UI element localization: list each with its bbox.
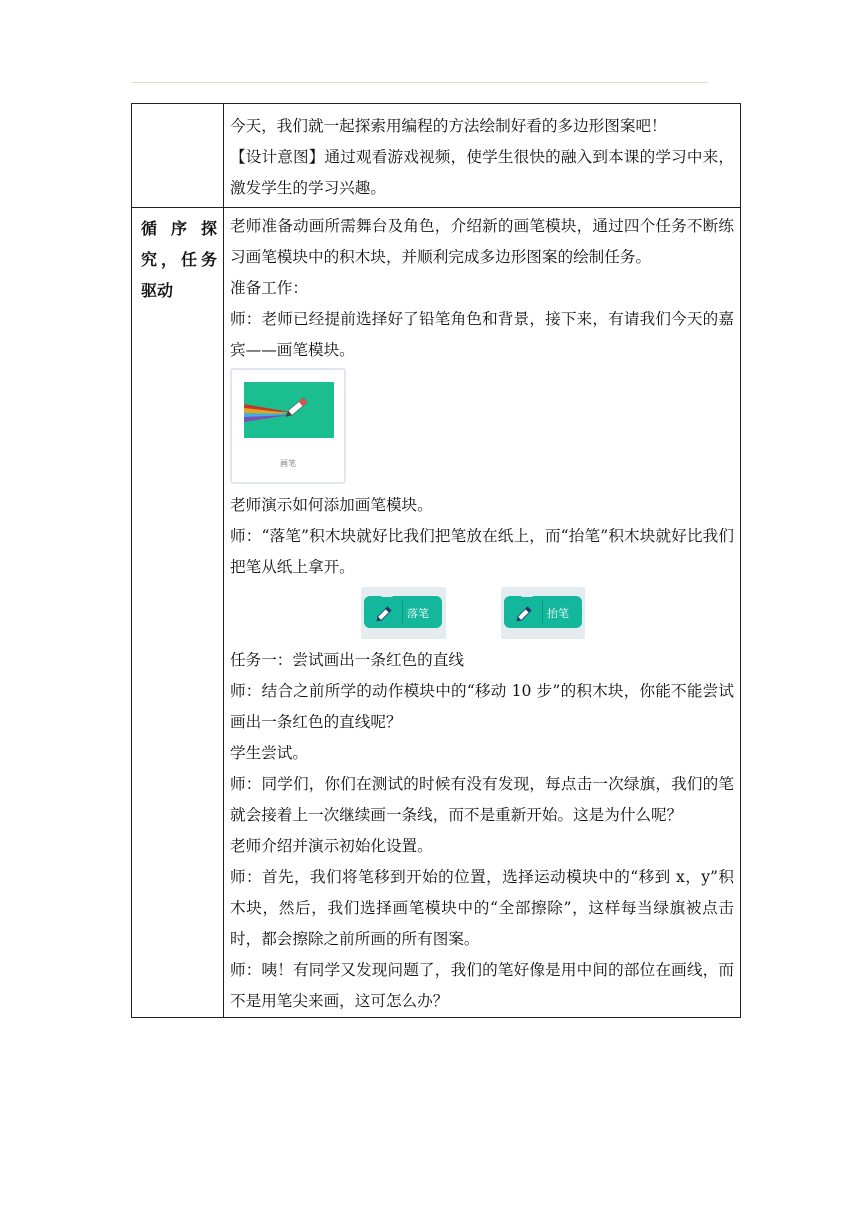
table-row-explore (132, 208, 741, 1018)
paragraph-preparation: 准备工作： (230, 279, 308, 297)
pen-extension-caption: 画笔 (280, 459, 296, 468)
paragraph-add-extension: 老师演示如何添加画笔模块。 (230, 496, 433, 514)
pen-up-block (501, 587, 585, 639)
stage-label-line-2: 究，任务 (141, 250, 217, 269)
paragraph-task-one: 任务一：尝试画出一条红色的直线 (230, 651, 464, 669)
pen-down-label: 落笔 (407, 607, 429, 620)
table-row-intro (132, 104, 741, 208)
pencil-icon (374, 602, 396, 624)
pen-up-label: 抬笔 (547, 607, 569, 620)
paragraph-teacher-intro: 师：老师已经提前选择好了铅笔角色和背景，接下来，有请我们今天的嘉宾——画笔模块。 (230, 310, 734, 359)
block-divider (402, 600, 403, 624)
rainbow-pen-icon (244, 382, 334, 438)
stage-cell-empty (132, 104, 224, 208)
content-cell-explore (224, 208, 741, 1018)
paragraph-students-try: 学生尝试。 (230, 744, 308, 762)
block-notch (520, 593, 534, 597)
design-intent-text: 【设计意图】通过观看游戏视频，使学生很快的融入到本课的学习中来，激发学生的学习兴趣。 (230, 148, 734, 197)
intro-text: 今天，我们就一起探索用编程的方法绘制好看的多边形图案吧！ (230, 117, 667, 135)
paragraph-pen-tip: 师：咦！有同学又发现问题了，我们的笔好像是用中间的部位在画线，而不是用笔尖来画，这可怎么办？ (230, 961, 734, 1010)
stage-cell-explore (132, 208, 224, 1018)
lesson-plan-table (131, 103, 741, 1018)
stage-label (132, 208, 223, 306)
pen-extension-card (230, 368, 346, 484)
paragraph-green-flag: 师：同学们，你们在测试的时候有没有发现，每点击一次绿旗，我们的笔就会接着上一次继续画一条线，而不是重新开始。这是为什么呢？ (230, 775, 734, 824)
paragraph-initialization: 老师介绍并演示初始化设置。 (230, 837, 433, 855)
pen-extension-thumbnail (244, 382, 334, 438)
paragraph-move-steps: 师：结合之前所学的动作模块中的“移动 10 步”的积木块，你能不能尝试画出一条红色的直线呢？ (230, 682, 734, 731)
stage-label-line-1: 循 序 探 (141, 219, 217, 238)
paragraph-overview: 老师准备动画所需舞台及角色，介绍新的画笔模块，通过四个任务不断练习画笔模块中的积木块，并顺利完成多边形图案的绘制任务。 (230, 217, 734, 266)
page-header-rule (131, 82, 708, 83)
pen-blocks-figure (224, 583, 740, 645)
stage-label-line-3: 驱动 (141, 281, 174, 300)
pen-down-block (361, 587, 446, 639)
block-divider (542, 600, 543, 624)
pencil-icon (514, 602, 536, 624)
paragraph-move-to-xy: 师：首先，我们将笔移到开始的位置，选择运动模块中的“移到 x，y”积木块，然后，我们选择画笔模块中的“全部擦除”，这样每当绿旗被点击时，都会擦除之前所画的所有图案。 (230, 868, 734, 948)
block-notch (380, 593, 394, 597)
pen-down-block-shape (364, 596, 442, 628)
paragraph-pen-blocks: 师：“落笔”积木块就好比我们把笔放在纸上，而“抬笔”积木块就好比我们把笔从纸上拿开。 (230, 527, 734, 576)
pen-up-block-shape (504, 596, 582, 628)
content-cell-intro (224, 104, 741, 208)
